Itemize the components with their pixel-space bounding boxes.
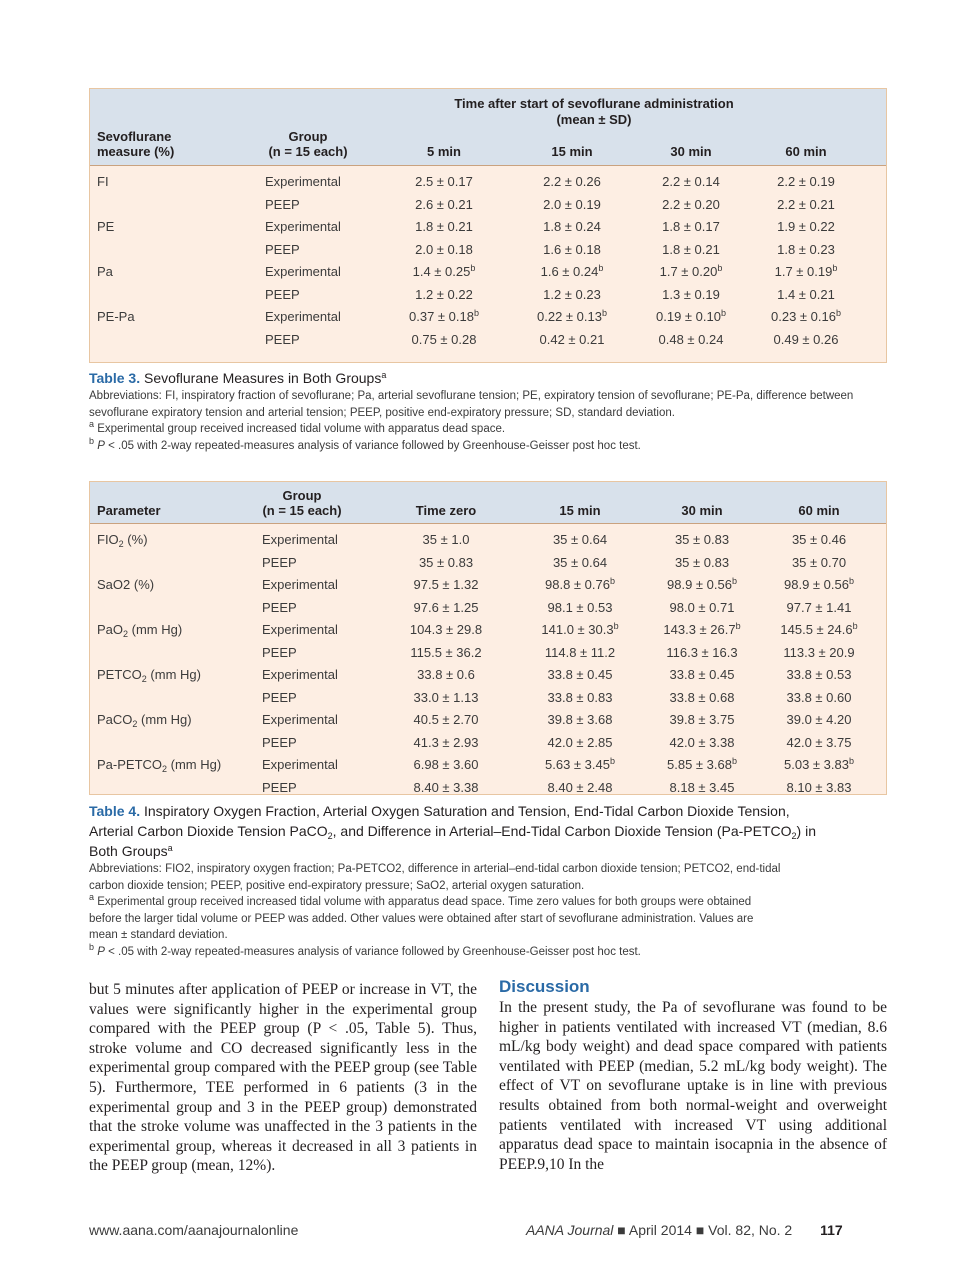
row-value: 97.6 ± 1.25 [413,599,479,615]
table-3-col-15min: 15 min [551,144,593,159]
row-value: 2.2 ± 0.26 [543,174,601,189]
row-value: 143.3 ± 26.7$^b$ [663,621,741,637]
row-value: 35 ± 0.83 [418,554,474,570]
table-row [90,708,886,731]
table-row [90,776,886,799]
row-group: PEEP [265,241,300,257]
table-3-col-group: Group (n = 15 each) [268,129,348,159]
row-value: 1.3 ± 0.19 [662,286,720,302]
row-value: 6.98 ± 3.60 [413,757,479,772]
table-row [90,170,886,193]
row-group: Experimental [262,712,338,727]
body-left-column [89,980,477,1176]
row-value: 2.5 ± 0.17 [415,174,473,189]
table-4-col-15min: 15 min [559,503,601,518]
row-value: 1.8 ± 0.17 [662,219,720,234]
table-row [90,663,886,686]
footer-journal: AANA Journal ■ April 2014 ■ Vol. 82, No. 2 117 [526,1222,843,1238]
row-value: 0.49 ± 0.26 [773,331,839,347]
row-value: 1.8 ± 0.23 [777,241,835,257]
row-value: 8.10 ± 3.83 [786,779,852,795]
table-3-note-b: $^b$ P < .05 with 2-way repeated-measures analysis of variance followed by Greenhouse-Geisser post hoc test. [89,435,641,452]
row-value: 35 ± 0.70 [791,554,847,570]
row-value: 0.37 ± 0.18$^b$ [409,308,479,324]
table-3-col-measure: Sevoflurane measure (%) [97,129,175,159]
table-row [90,305,886,328]
row-group: Experimental [265,309,341,324]
row-value: 42.0 ± 3.75 [786,734,852,750]
row-value: 0.23 ± 0.16$^b$ [771,308,841,324]
row-value: 35 ± 0.83 [674,532,730,547]
row-value: 1.4 ± 0.25$^b$ [412,263,476,279]
table-3-note-a: $^a$ Experimental group received increased tidal volume with apparatus dead space. [89,419,506,435]
body-left-paragraph: but 5 minutes after application of PEEP or increase in VT, the values were significantly higher in the experimental group compared with the PEEP group (P < .05, Table 5). Thus, stroke volume and CO decreased significantly less in the experimental group compared with the PEEP group (see Table 5). Furthermore, TEE performed in 6 patients (3 in the experimental group and 3 in the PEEP group) demonstrated that the stroke volume was unaffected in the 3 patients in the experimental group, whereas it decreased in all 3 patients in the PEEP group (mean, 12%). [89,981,477,1175]
row-value: 33.8 ± 0.45 [669,667,735,682]
table-row [90,551,886,574]
table-row [90,260,886,283]
table-3-label: Table 3. [89,370,141,386]
row-value: 2.0 ± 0.19 [543,196,601,212]
row-value: 1.4 ± 0.21 [777,286,835,302]
table-3-col-5min: 5 min [427,144,461,159]
row-value: 0.22 ± 0.13$^b$ [537,308,607,324]
row-value: 2.2 ± 0.21 [777,196,835,212]
table-4-caption [89,801,889,960]
row-value: 35 ± 0.64 [552,554,608,570]
row-group: Experimental [265,219,341,234]
row-value: 35 ± 0.83 [674,554,730,570]
row-value: 33.8 ± 0.60 [786,689,852,705]
row-value: 113.3 ± 20.9 [783,644,855,660]
row-group: PEEP [262,779,297,795]
row-value: 1.7 ± 0.20$^b$ [659,263,723,279]
row-value: 42.0 ± 2.85 [547,734,613,750]
row-value: 33.8 ± 0.68 [669,689,735,705]
row-group: Experimental [262,622,338,637]
row-value: 1.8 ± 0.21 [662,241,720,257]
row-group: Experimental [265,264,341,279]
row-parameter: $FIO_2$ (%) [97,532,148,549]
body-right-column [499,976,887,1174]
row-group: Experimental [262,532,338,547]
row-value: 97.5 ± 1.32 [413,577,479,592]
row-value: 2.6 ± 0.21 [415,196,473,212]
row-value: 42.0 ± 3.38 [669,734,735,750]
row-value: 8.18 ± 3.45 [669,779,735,795]
table-row [90,573,886,596]
row-value: 115.5 ± 36.2 [410,644,482,660]
row-group: PEEP [265,196,300,212]
row-value: 5.63 ± 3.45$^b$ [545,756,615,772]
row-value: 41.3 ± 2.93 [413,734,479,750]
row-value: 98.9 ± 0.56$^b$ [667,576,737,592]
row-value: 39.0 ± 4.20 [786,712,852,727]
table-row [90,283,886,306]
row-value: 0.19 ± 0.10$^b$ [656,308,726,324]
table-row [90,328,886,351]
row-value: 1.9 ± 0.22 [777,219,835,234]
table-4-col-group: Group (n = 15 each) [262,488,342,518]
row-value: 0.42 ± 0.21 [539,331,605,347]
row-value: 1.7 ± 0.19$^b$ [774,263,838,279]
table-row [90,753,886,776]
row-group: Experimental [262,577,338,592]
row-value: 2.2 ± 0.19 [777,174,835,189]
row-value: 33.8 ± 0.6 [417,667,475,682]
table-row [90,193,886,216]
row-value: 1.8 ± 0.24 [543,219,601,234]
table-4-col-time-zero: Time zero [415,503,477,518]
table-3-header [90,89,886,166]
row-value: 8.40 ± 2.48 [547,779,613,795]
row-value: 1.2 ± 0.23 [543,286,601,302]
row-group: PEEP [262,689,297,705]
row-value: 39.8 ± 3.68 [547,712,613,727]
table-row [90,238,886,261]
row-value: 145.5 ± 24.6$^b$ [780,621,858,637]
table-row [90,618,886,641]
row-value: 33.8 ± 0.45 [547,667,613,682]
row-parameter: PaO$_2$ (mm Hg) [97,622,183,639]
row-value: 8.40 ± 3.38 [413,779,479,795]
table-row [90,731,886,754]
row-value: 1.6 ± 0.18 [543,241,601,257]
row-group: PEEP [265,286,300,302]
table-row [90,528,886,551]
discussion-heading: Discussion [499,977,590,996]
row-value: 33.8 ± 0.83 [547,689,613,705]
row-value: 0.48 ± 0.24 [658,331,724,347]
table-4-abbreviations: Abbreviations: FIO2, inspiratory oxygen fraction; Pa-PETCO2, difference in arterial–end-tidal carbon dioxide tension; PETCO2, end-tidal carbon dioxide tension; PEEP, positive end-expiratory pressure; SaO2, arterial oxygen saturation. [89,863,781,892]
body-right-paragraph: In the present study, the Pa of sevoflurane was found to be higher in patients ventilated with increased VT (median, 8.6 mL/kg body weight) and dead space compared with patients ventilated with PEEP (median, 5.2 mL/kg body weight). The effect of VT on sevoflurane uptake is in line with previous results obtained from both normal-weight and overweight patients ventilated with increased VT using additional apparatus dead space to maintain isocapnia in the absence of PEEP.9,10 In the [499,999,887,1173]
table-3-col-30min: 30 min [670,144,712,159]
footer-url[interactable]: www.aana.com/aanajournalonline [89,1222,299,1238]
row-value: 116.3 ± 16.3 [666,644,738,660]
row-value: 2.0 ± 0.18 [415,241,473,257]
row-value: 33.8 ± 0.53 [786,667,852,682]
table-4-label: Table 4. [89,803,141,819]
table-4-title-line1: Inspiratory Oxygen Fraction, Arterial Oxygen Saturation and Tension, End-Tidal Carbon Dioxide Tension, [143,803,790,819]
row-value: 104.3 ± 29.8 [409,622,483,637]
table-3-abbreviations: Abbreviations: FI, inspiratory fraction of sevoflurane; Pa, arterial sevoflurane tension; PE, expiratory tension of sevoflurane; PE-Pa, difference between sevoflurane expiratory tension and arterial tension; PEEP, positive end-expiratory pressure; SD, standard deviation. [89,390,854,419]
row-value: 5.85 ± 3.68$^b$ [667,756,737,772]
row-parameter: PaCO$_2$ (mm Hg) [97,712,192,729]
row-measure: FI [97,174,109,189]
table-4-title-line2: Arterial Carbon Dioxide Tension PaCO$_2$, and Difference in Arterial–End-Tidal Carbon Dioxide Tension $(Pa-PETCO_2)$ in [89,823,816,841]
table-3-caption: Table 3. Sevoflurane Measures in Both Groups$^a$ Abbreviations: FI, inspiratory fraction of sevoflurane; Pa, arterial sevoflurane tension; PE, expiratory tension of sevoflurane; PE-Pa, difference between sevoflurane expiratory tension and arterial tension; PEEP, positive end-expiratory pressure; SD, standard deviation. $^a$ Experimental group received increased tidal volume with apparatus dead space. $^b$ P < .05 with 2-way repeated-measures analysis of variance followed by Greenhouse-Geisser post hoc test. [89,368,889,454]
row-value: 35 ± 0.64 [552,532,608,547]
table-4-title-line3: Both Groups$^a$ [89,843,173,859]
row-group: PEEP [262,599,297,615]
row-value: 39.8 ± 3.75 [669,712,735,727]
row-value: 35 ± 1.0 [422,532,470,547]
row-measure: Pa [97,264,113,279]
page-number: 117 [820,1222,843,1238]
row-measure: PE-Pa [97,309,135,324]
table-3 [89,88,887,363]
table-row [90,641,886,664]
table-row [90,596,886,619]
table-4-col-60min: 60 min [798,503,840,518]
table-3-body [90,166,886,362]
table-3-span-header: Time after start of sevoflurane administration [454,96,734,111]
table-4 [89,481,887,795]
row-value: 1.8 ± 0.21 [415,219,473,234]
table-4-col-parameter: Parameter [97,503,161,518]
row-value: 114.8 ± 11.2 [544,644,616,660]
row-group: Experimental [265,174,341,189]
row-value: 2.2 ± 0.14 [662,174,720,189]
row-group: PEEP [262,644,297,660]
table-row [90,686,886,709]
row-value: 98.1 ± 0.53 [547,599,613,615]
row-value: 98.8 ± 0.76$^b$ [545,576,615,592]
row-group: PEEP [265,331,300,347]
row-group: Experimental [262,667,338,682]
row-value: 5.03 ± 3.83$^b$ [784,756,854,772]
row-value: 97.7 ± 1.41 [786,599,852,615]
row-value: 35 ± 0.46 [791,532,847,547]
row-value: 2.2 ± 0.20 [662,196,720,212]
row-parameter: SaO2 (%) [97,577,155,592]
table-4-body [90,524,886,794]
row-measure: PE [97,219,115,234]
row-value: 0.75 ± 0.28 [411,331,477,347]
row-group: PEEP [262,734,297,750]
row-value: 141.0 ± 30.3$^b$ [541,621,619,637]
row-value: 33.0 ± 1.13 [413,689,479,705]
row-group: PEEP [262,554,297,570]
row-value: 1.2 ± 0.22 [415,286,473,302]
table-4-col-30min: 30 min [681,503,723,518]
table-4-note-a: $^a$ Experimental group received increased tidal volume with apparatus dead space. Time zero values for both groups were obtained before the larger tidal volume or PEEP was added. Other values were obtained after start of sevoflurane administration. Values are mean ± standard deviation. [89,892,754,941]
row-value: 1.6 ± 0.24$^b$ [540,263,604,279]
row-parameter: $PETCO_2$ (mm Hg) [97,667,201,684]
table-3-title: Sevoflurane Measures in Both Groups [143,370,382,386]
table-3-col-60min: 60 min [785,144,827,159]
table-3-span-header-2: (mean ± SD) [556,112,632,127]
table-row [90,215,886,238]
table-4-header [90,482,886,524]
row-group: Experimental [262,757,338,772]
row-parameter: $Pa-PETCO_2$ (mm Hg) [97,757,222,774]
row-value: 98.0 ± 0.71 [669,599,735,615]
table-4-note-b: $^b$ P < .05 with 2-way repeated-measures analysis of variance followed by Greenhouse-Geisser post hoc test. [89,941,641,958]
row-value: 98.9 ± 0.56$^b$ [784,576,854,592]
row-value: 40.5 ± 2.70 [413,712,479,727]
